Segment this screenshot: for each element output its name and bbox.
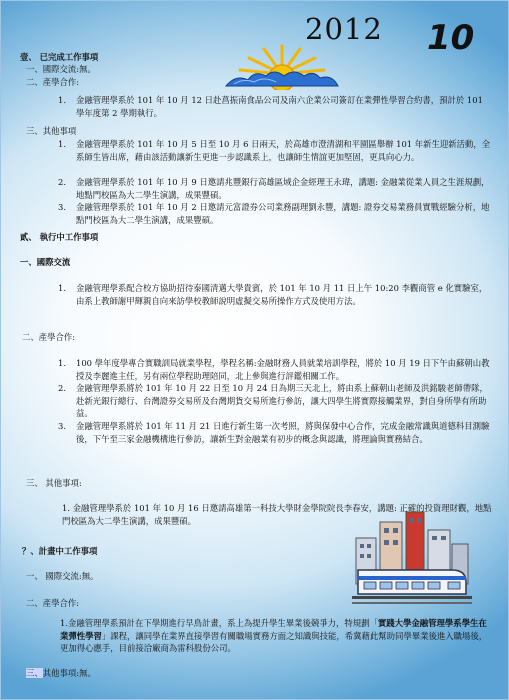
section-1-title: 壹、 已完成工作事項 xyxy=(20,52,99,62)
list-number: 2. xyxy=(58,383,66,393)
section-1-item-1: 一、國際交流:無。 xyxy=(26,64,96,74)
list-number: 3. xyxy=(58,421,66,431)
section-2-item-2: 二、產學合作: xyxy=(22,332,76,342)
paragraph: 金融管理學系將於 101 年 10 月 22 日至 10 月 24 日為期三天北上，將由系上蘇朝山老師及洪銘駿老師帶隊，赴新光銀行總行、台灣證券交易所及台灣期貨交易所進行參訪，讓大四學生將實際接觸業界，對自身所學有所助益。 xyxy=(76,383,488,418)
paragraph xyxy=(62,502,492,527)
list-number: 1. xyxy=(58,358,66,368)
section-1-item-2: 二、產學合作: xyxy=(26,77,80,87)
list-number: 1. xyxy=(58,139,66,149)
section-2-item-1: 一、國際交流 xyxy=(20,257,71,267)
paragraph: 金融管理學系於 101 年 10 月 9 日邀請兆豐銀行高雄區域企金經理王永瑋，講題: 金融業從業人員之生涯規劃，地點門校區為大二學生演講，成果豐碩。 xyxy=(76,177,490,200)
program-name: 實踐大學金融管理學系學生在業彈性學習 xyxy=(60,618,487,641)
paragraph xyxy=(60,617,492,655)
list-number: 3. xyxy=(58,202,66,212)
paragraph: 100 學年度學專合實職訓局就業學程，學程名稱:金融財務人員就業培訓學程，將於 10 月 19 日下午由蘇朝山教授及李麗進主任，另有兩位學程助理陪同，北上參與進行評鑑相關工作。 xyxy=(76,358,490,381)
section-1-item-3: 三、其他事項 xyxy=(26,126,77,136)
paragraph: 金融管理學系於 101 年 10 月 5 日至 10 月 6 日兩天，於高雄市澄清湖和平園區舉辦 101 年新生迎新活動，全系師生皆出席，藉由該活動讓新生更進一步認識系上，也讓師生情誼更加堅固，更具向心力。 xyxy=(76,139,491,162)
list-number: 1. xyxy=(62,503,70,513)
sunrise-icon xyxy=(222,44,342,90)
section-3-item-2: 二、產學合作: xyxy=(26,598,80,608)
section-3-item-3-text: 其他事項:無。 xyxy=(42,668,96,678)
section-3-item-3-prefix: 三、 xyxy=(26,668,43,678)
paragraph: 金融管理學系於 101 年 10 月 12 日赴菖振南食品公司及南六企業公司簽訂在業彈性學習合約書，預計於 101 學年度第 2 學期執行。 xyxy=(76,95,483,118)
paragraph: 金融管理學系將於 101 年 11 月 21 日進行新生第一次考照，將與保發中心合作，完成金融常識與道德科目測驗後，下午至三家金融機構進行參訪，讓新生對金融業有初步的概念與認識，將理論與實務結合。 xyxy=(76,421,490,444)
header-month: 10 xyxy=(427,18,475,58)
paragraph-text: 」課程，讓同學在業界直接學習有關職場實務方面之知識與技能，希冀藉此幫助同學畢業後進入職場後，更加得心應手，目前接洽廠商為雷科股份公司。 xyxy=(60,630,488,653)
section-3-title: ？、計畫中工作事項 xyxy=(22,546,98,556)
paragraph-text: 1.金融管理學系預計在下學期進行早鳥計畫，系上為提升學生畢業後競爭力，特規劃「 xyxy=(60,618,378,628)
section-2-item-3: 三、 其他事項: xyxy=(26,478,82,488)
section-2-title: 貳、 執行中工作事項 xyxy=(20,232,99,242)
paragraph-text: 金融管理學系於 101 年 10 月 16 日邀請高雄第一科技大學財金學院院長李春安，講題: 正確的投資理財觀，地點門校區為大二學生演講，成果豐碩。 xyxy=(62,503,492,526)
paragraph: 金融管理學系於 101 年 10 月 2 日邀請元富證券公司業務副理劉永豐，講題: 證券交易業務員實戰經驗分析，地點門校區為大二學生演講，成果豐碩。 xyxy=(76,202,490,225)
paragraph: 金融管理學系配合校方協助招待泰國清邁大學貴賓，於 101 年 10 月 11 日上午 10:20 李觀商管 e 化實驗室，由系上教師謝甲輝親自向來訪學校教師說明虛擬交易所操作方式及使用方法。 xyxy=(76,283,488,306)
section-3-item-3 xyxy=(26,667,96,679)
list-number: 1. xyxy=(58,283,66,293)
list-number: 1. xyxy=(58,95,66,105)
section-3-item-1: 一、 國際交流:無。 xyxy=(26,571,99,581)
header-year: 2012 xyxy=(305,12,383,46)
list-number: 2. xyxy=(58,177,66,187)
